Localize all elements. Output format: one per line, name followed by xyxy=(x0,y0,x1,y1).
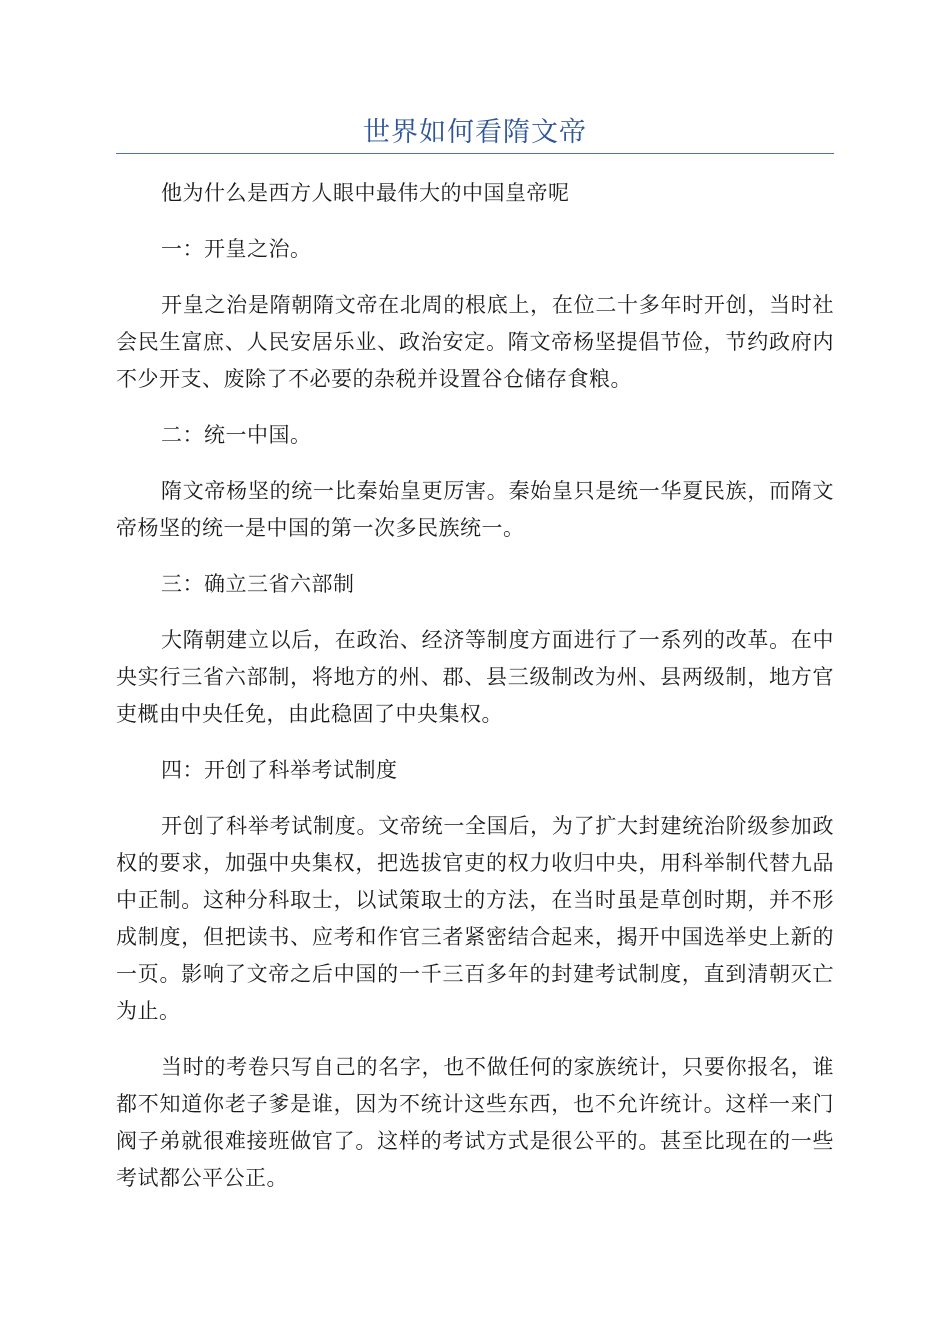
intro-question: 他为什么是西方人眼中最伟大的中国皇帝呢 xyxy=(161,181,570,205)
section-body-3: 大隋朝建立以后，在政治、经济等制度方面进行了一系列的改革。在中央实行三省六部制，将地方的州、郡、县三级制改为州、县两级制，地方官吏概由中央任免，由此稳固了中央集权。 xyxy=(116,628,834,726)
section-heading-2: 二：统一中国。 xyxy=(161,423,312,447)
section-body-2: 隋文帝杨坚的统一比秦始皇更厉害。秦始皇只是统一华夏民族，而隋文帝杨坚的统一是中国的第一次多民族统一。 xyxy=(116,479,834,540)
document-body xyxy=(116,175,834,1216)
section-heading-4: 四：开创了科举考试制度 xyxy=(161,758,398,782)
section-heading-3: 三：确立三省六部制 xyxy=(161,572,355,596)
section-body-4: 开创了科举考试制度。文帝统一全国后，为了扩大封建统治阶级参加政权的要求，加强中央集权，把选拔官吏的权力收归中央，用科举制代替九品中正制。这种分科取士，以试策取士的方法，在当时虽是草创时期，并不形成制度，但把读书、应考和作官三者紧密结合起来，揭开中国选举史上新的一页。影响了文帝之后中国的一千三百多年的封建考试制度，直到清朝灭亡为止。 xyxy=(116,814,834,1023)
section-heading-1: 一：开皇之治。 xyxy=(161,237,312,261)
document-title: 世界如何看隋文帝 xyxy=(363,117,587,148)
section-body-1: 开皇之治是隋朝隋文帝在北周的根底上，在位二十多年时开创，当时社会民生富庶、人民安居乐业、政治安定。隋文帝杨坚提倡节俭，节约政府内不少开支、废除了不必要的杂税并设置谷仓储存食粮。 xyxy=(116,293,834,391)
title-underline xyxy=(116,153,834,154)
section-body-5: 当时的考卷只写自己的名字，也不做任何的家族统计，只要你报名，谁都不知道你老子爹是谁，因为不统计这些东西，也不允许统计。这样一来门阀子弟就很难接班做官了。这样的考试方式是很公平的。甚至比现在的一些考试都公平公正。 xyxy=(116,1055,834,1190)
